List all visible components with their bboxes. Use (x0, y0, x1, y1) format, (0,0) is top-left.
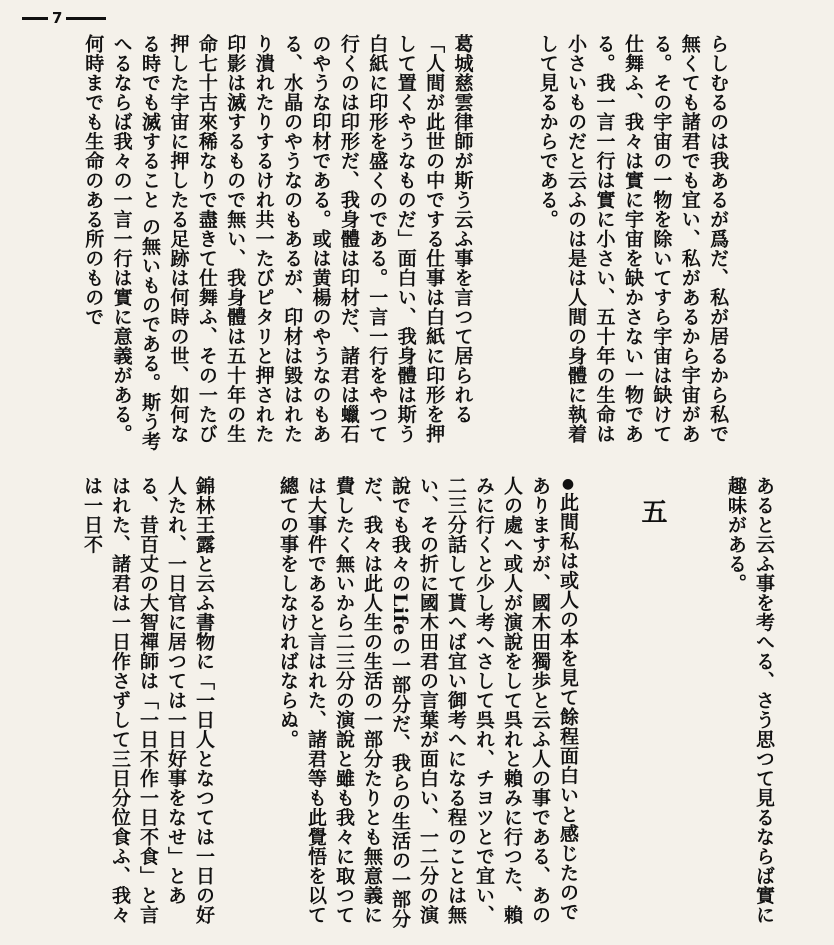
paragraph: あると云ふ事を考へる、さう思つて見るならば實に趣味がある。 (725, 476, 775, 925)
paragraph-text: 此間私は或人の本を見て餘程面白いと感じたのでありますが、國木田獨歩と云ふ人の事である、あの人の處へ或人が演說をして呉れと賴みに行つた、賴みに行くと少し考へさして呉れ、チヨツとで宜い、二三分話して貰へば宜い御考へになる程のことは無い、その折に國木田君の言葉が面白い、一二分の演說でも我々のLifeの一部分だ、我らの生活の一部分だ、我々は此人生の生活の一部分たりとも無意義に費したく無いから二三分の演說と雖も我々に取つては大事件であると言はれた、諸君等も此覺悟を以て總ての事をしなければならぬ。 (277, 476, 579, 929)
paragraph: らしむるのは我あるが爲だ、私が居るから私で無くても諸君でも宜い、私があるから宇宙がある。その宇宙の一物を除いてすら宇宙は缺けて仕舞ふ、我々は實に宇宙を缺かさない一物である。我一言一行は實に小さい、五十年の生命は小さいものだと云ふのは是は人間の身體に執着して見るからである。 (536, 34, 730, 444)
paragraph: 葛城慈雲律師が斯う云ふ事を言つて居られる「人間が此世の中でする仕事は白紙に印形を押して置くやうなものだ」面白い、我身體は斯う白紙に印形を盛くのである。一言一行をやつて行くのは印形だ、我身體は印材だ、諸君は蠟石のやうな印材である。或は黄楊のやうなのもある、水晶のやうなのもあるが、印材は毀はれたり潰れたりするけれ共一たびピタリと押された印影は滅するもので無い、我身體は五十年の生命七十古來稀なりで盡きて仕舞ふ、その一たび押した宇宙に押したる足跡は何時の世、如何なる時でも滅すること の無いものである。斯う考へるならば我々の一言一行は實に意義がある。何時までも生命のある所のもので (82, 34, 474, 451)
upper-vertical-text (22, 34, 789, 454)
header-rule-right (66, 17, 106, 20)
bullet-mark: ● (560, 476, 576, 493)
page-header (22, 8, 142, 28)
paragraph (274, 476, 582, 932)
lower-vertical-text (22, 476, 834, 932)
upper-text-block (22, 34, 730, 454)
section-heading: 五 (637, 498, 667, 524)
page-number: 7 (52, 8, 63, 27)
paragraph: 錦林王露と云ふ書物に「一日人となつては一日の好人たれ、一日官に居つては一日好事をなせ」とある、昔百丈の大智禪師は「一日不作一日不食」と言はれた、諸君は一日作さずして三日分位食ふ、我々は一日不 (81, 476, 215, 925)
header-rule-left (22, 17, 48, 20)
lower-text-block (22, 476, 775, 932)
